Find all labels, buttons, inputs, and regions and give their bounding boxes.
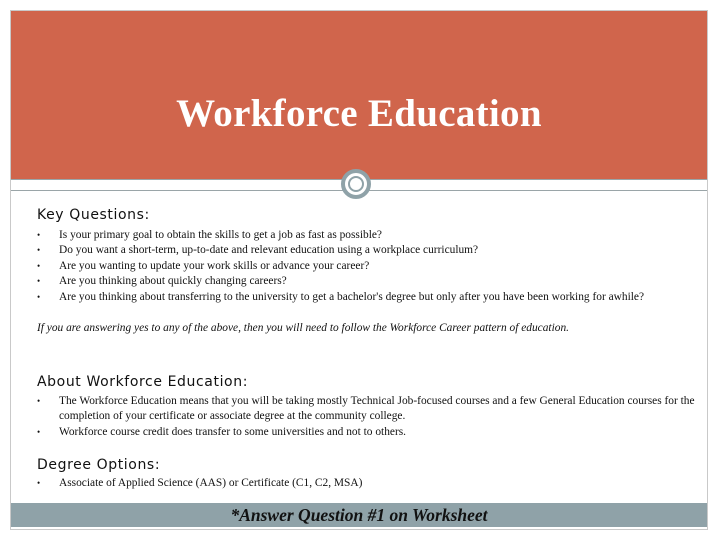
bullet-icon: •	[37, 260, 41, 271]
bullet-icon: •	[37, 396, 41, 406]
bullet-icon: •	[37, 230, 41, 240]
bullet-icon: •	[37, 426, 41, 437]
slide-title: Workforce Education	[176, 92, 542, 135]
about-list	[37, 394, 707, 440]
degree-options-heading: Degree Options:	[37, 457, 161, 473]
bullet-icon: •	[37, 478, 41, 488]
list-item: • Workforce course credit does transfer to some universities and not to others.	[37, 425, 707, 440]
degree-options-list	[37, 476, 707, 491]
worksheet-instruction: *Answer Question #1 on Worksheet	[230, 505, 488, 525]
list-item: • Are you thinking about quickly changing careers?	[37, 274, 707, 289]
list-item: • Is your primary goal to obtain the skills to get a job as fast as possible?	[37, 228, 707, 243]
key-questions-heading: Key Questions:	[37, 207, 150, 223]
list-item: • Are you wanting to update your work skills or advance your career?	[37, 259, 707, 274]
list-item: • Associate of Applied Science (AAS) or Certificate (C1, C2, MSA)	[37, 476, 707, 491]
key-questions-list	[37, 228, 707, 305]
title-banner	[11, 11, 707, 179]
footer-banner	[11, 503, 707, 527]
bullet-icon: •	[37, 245, 41, 256]
list-item: • Are you thinking about transferring to the university to get a bachelor's degree but only after you have been working for awhile?	[37, 290, 707, 305]
about-heading: About Workforce Education:	[37, 374, 249, 390]
list-item: • The Workforce Education means that you will be taking mostly Technical Job-focused courses and a few General Education courses for the completion of your certificate or associate degree at the community college.	[37, 395, 695, 423]
key-questions-note: If you are answering yes to any of the above, then you will need to follow the Workforce Career pattern of education.	[37, 322, 569, 334]
circle-ornament-icon	[341, 169, 371, 199]
bullet-icon: •	[37, 291, 41, 302]
bullet-icon: •	[37, 276, 41, 287]
list-item: • Do you want a short-term, up-to-date and relevant education using a workplace curriculum?	[37, 243, 707, 258]
